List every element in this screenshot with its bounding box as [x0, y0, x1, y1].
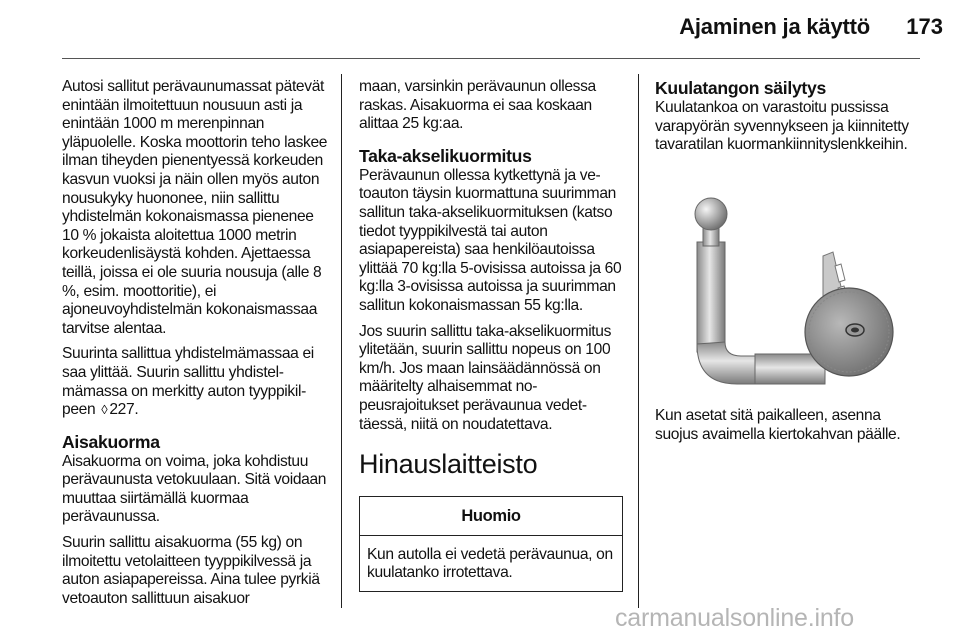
section-title-towing-equipment: Hinauslaitteisto — [359, 449, 538, 480]
column-right — [655, 78, 923, 452]
paragraph-max-combination-weight — [62, 345, 328, 419]
paragraph-max-drawbar-load: Suurin sallittu aisakuorma (55 kg) on ilmoitettu vetolaitteen tyyppikilvessä ja auton asiapapereissa. Aina tulee pyrkiä vetoauton sallittuun aisakuor — [62, 534, 320, 607]
heading-rear-axle-load: Taka-akselikuormitus — [359, 145, 532, 166]
watermark: carmanualsonline.info — [615, 604, 855, 632]
heading-ball-bar-storage: Kuulatangon säilytys — [655, 78, 826, 98]
heading-aisakuorma: Aisakuorma — [62, 431, 160, 452]
tow-ball-bar-illustration — [655, 194, 921, 392]
column-left — [62, 78, 328, 615]
paragraph-drawbar-continued: maan, varsinkin perävaunun ollessa raskas. Aisakuorma ei saa koskaan alittaa 25 kg:aa. — [359, 78, 596, 133]
notice-text: Kun autolla ei vedetä perävaunua, on kuulatanko irrotettava. — [367, 545, 613, 582]
page-number: 173 — [906, 14, 943, 39]
notice-title: Huomio — [360, 497, 622, 536]
column-divider-2 — [638, 74, 639, 608]
header-divider — [62, 58, 920, 59]
paragraph-speed-limit: Jos suurin sallittu taka-akselikuormitus ylitetään, suurin sallittu nopeus on 100 km/h. Jos maan lainsäädännössä on määritelty alhaisemmat nopeusrajoitukset perävaunua vedettäessä, niitä on noudatettava. — [359, 322, 612, 433]
paragraph-ball-bar-storage: Kuulatankoa on varastoitu pussissa varapyörän syvennykseen ja kiinnitetty tavaratilan kuormankiinnityslenkkeihin. — [655, 99, 909, 154]
page-section-title: Ajaminen ja käyttö — [679, 14, 870, 39]
paragraph-install-cover: Kun asetat sitä paikalleen, asenna suojus avaimella kiertokahvan päälle. — [655, 407, 901, 443]
paragraph-trailer-weights: Autosi sallitut perävaunumassat pätevät enintään ilmoitettuun nousuun asti ja enintään 1000 m merenpinnan yläpuolelle. Koska moottorin teho laskee ilman tiheyden pienentyessä korkeuden kasvun vuoksi ja näin ollen myös auton nousukyky huononee, niin sallittu yhdistelmän kokonaismassa pienenee 10 % jokaista aloitettua 1000 metrin korkeudenlisäystä kohden. Ajettaessa teillä, joissa ei ole suuria nousuja (alle 8 %, esim. moottoritie), ei ajoneuvoyhdistelmän kokonaismassaa tarvitse alentaa. — [62, 78, 328, 337]
column-divider-1 — [341, 74, 342, 608]
paragraph-text: Suurinta sallittua yhdistelmämassaa ei saa ylittää. Suurin sallittu yhdistelmämassa on merkitty auton tyyppikilpeen — [62, 345, 314, 419]
page-reference-icon: ◊ — [101, 402, 108, 418]
paragraph-rear-axle-load: Perävaunun ollessa kytkettynä ja vetoauton täysin kuormattuna suurimman sallitun taka-akselikuormituksen (katso tiedot tyyppikilvestä tai auton asiapapereista) saa henkilöautoissa ylittää 70 kg:lla 5-ovisissa autoissa ja 60 kg:lla 3-ovisissa autoissa ja suurimman sallitun kokonaismassan 55 kg:lla. — [359, 166, 622, 314]
paragraph-drawbar-load: Aisakuorma on voima, joka kohdistuu perävaunusta vetokuulaan. Sitä voidaan muuttaa siirtämällä kuormaa perävaunussa. — [62, 452, 327, 526]
column-middle — [359, 78, 623, 592]
notice-box — [359, 496, 623, 592]
page-reference-link[interactable]: 227. — [109, 401, 139, 419]
